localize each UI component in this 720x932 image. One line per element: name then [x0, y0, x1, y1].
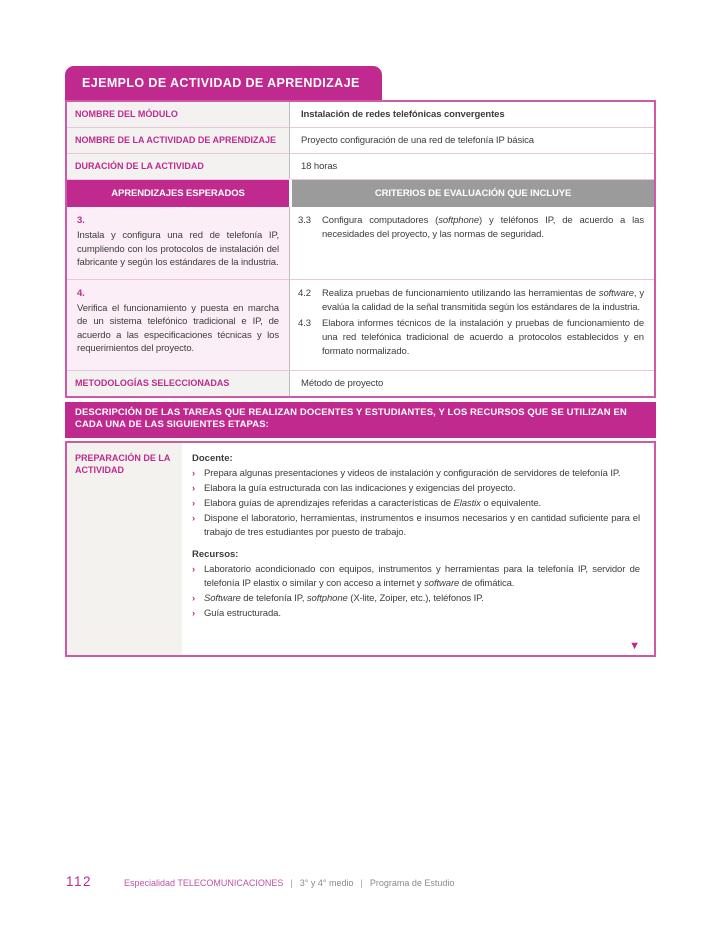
bullet-icon: › [192, 497, 196, 509]
criterion-text: Realiza pruebas de funcionamiento utilizando las herramientas de software, y evalúa la calidad de la señal transmitida según los estándares de la industria. [322, 287, 644, 313]
recursos-heading: Recursos: [192, 548, 239, 560]
module-name-label: NOMBRE DEL MÓDULO [67, 102, 289, 127]
footer-specialty: Especialidad TELECOMUNICACIONES [124, 878, 284, 888]
criterion-number: 3.3 [298, 215, 311, 226]
page-number: 112 [66, 874, 93, 889]
criterion-text: Elabora informes técnicos de la instalación y pruebas de funcionamiento de una red telefónica tradicional de acuerdo a protocolos establecidos y en formato normalizado. [322, 317, 644, 357]
criterion-item [298, 214, 644, 242]
footer-separator: | [290, 878, 293, 888]
page-footer [66, 874, 454, 889]
duration-value: 18 horas [289, 153, 654, 179]
criterion-number: 4.2 [298, 287, 311, 299]
stage-content [182, 443, 654, 655]
footer-grade: 3° y 4° medio [299, 878, 354, 888]
bullet-icon: › [192, 512, 196, 524]
bullet-icon: › [192, 467, 196, 479]
criterion-text: Configura computadores (softphone) y teléfonos IP, de acuerdo a las necesidades del proyecto, y las normas de seguridad. [322, 215, 644, 240]
footer-separator: | [360, 878, 363, 888]
continuation-arrow-icon: ▼ [629, 639, 640, 652]
bullet-icon: › [192, 607, 196, 619]
list-item-text: Elabora guías de aprendizajes referidas a características de Elastix o equivalente. [204, 497, 542, 509]
preparation-table [65, 441, 656, 657]
activity-sheet [65, 66, 656, 657]
criterion-item [298, 317, 644, 359]
learning-objective-3 [67, 207, 289, 279]
methodology-value: Método de proyecto [289, 370, 654, 396]
list-item-text: Guía estructurada. [204, 607, 281, 619]
objective-text: Verifica el funcionamiento y puesta en marcha de un sistema telefónico tradicional e IP, de acuerdo a las especificaciones técnicas y los requerimientos del proyecto. [77, 302, 279, 354]
column-header-aprendizajes: APRENDIZAJES ESPERADOS [67, 179, 289, 207]
stage-label: PREPARACIÓN DE LA ACTIVIDAD [67, 443, 182, 655]
bullet-icon: › [192, 482, 196, 494]
description-banner: DESCRIPCIÓN DE LAS TAREAS QUE REALIZAN DOCENTES Y ESTUDIANTES, Y LOS RECURSOS QUE SE UTILIZAN EN CADA UNA DE LAS SIGUIENTES ETAPAS: [65, 402, 656, 438]
bullet-icon: › [192, 592, 196, 604]
learning-objective-4 [67, 279, 289, 370]
list-item [192, 563, 640, 591]
list-item [192, 482, 640, 496]
docente-heading: Docente: [192, 452, 233, 464]
list-item-text: Software de telefonía IP, softphone (X-lite, Zoiper, etc.), teléfonos IP. [204, 592, 484, 604]
list-item [192, 592, 640, 606]
page-title: EJEMPLO DE ACTIVIDAD DE APRENDIZAJE [65, 66, 382, 100]
methodology-label: METODOLOGÍAS SELECCIONADAS [67, 370, 289, 396]
objective-number: 4. [77, 287, 85, 299]
list-item [192, 497, 640, 511]
list-item-text: Prepara algunas presentaciones y videos de instalación y configuración de servidores de telefonía IP. [204, 467, 621, 479]
list-item [192, 512, 640, 540]
list-item-text: Elabora la guía estructurada con las indicaciones y exigencias del proyecto. [204, 482, 516, 494]
criteria-cell-3 [289, 207, 654, 279]
module-name-value: Instalación de redes telefónicas convergentes [289, 102, 654, 127]
list-item [192, 467, 640, 481]
criteria-cell-4 [289, 279, 654, 370]
duration-label: DURACIÓN DE LA ACTIVIDAD [67, 153, 289, 179]
activity-info-table [65, 100, 656, 398]
activity-name-label: NOMBRE DE LA ACTIVIDAD DE APRENDIZAJE [67, 127, 289, 153]
activity-name-value: Proyecto configuración de una red de telefonía IP básica [289, 127, 654, 153]
footer-meta [124, 878, 454, 888]
objective-text: Instala y configura una red de telefonía IP, cumpliendo con los protocolos de instalación del fabricante y según los estándares de la industria. [77, 230, 279, 268]
list-item-text: Dispone el laboratorio, herramientas, instrumentos e insumos necesarios y en cantidad suficiente para el trabajo de tres estudiantes por puesto de trabajo. [204, 512, 640, 538]
criterion-number: 4.3 [298, 317, 311, 329]
footer-program: Programa de Estudio [369, 878, 455, 888]
objective-number: 3. [77, 215, 85, 226]
criterion-item [298, 287, 644, 315]
column-header-criterios: CRITERIOS DE EVALUACIÓN QUE INCLUYE [289, 179, 654, 207]
bullet-icon: › [192, 563, 196, 575]
list-item [192, 607, 640, 621]
list-item-text: Laboratorio acondicionado con equipos, instrumentos y herramientas para la telefonía IP, servidor de telefonía IP elastix o similar y con acceso a internet y software de ofimática. [204, 563, 640, 589]
